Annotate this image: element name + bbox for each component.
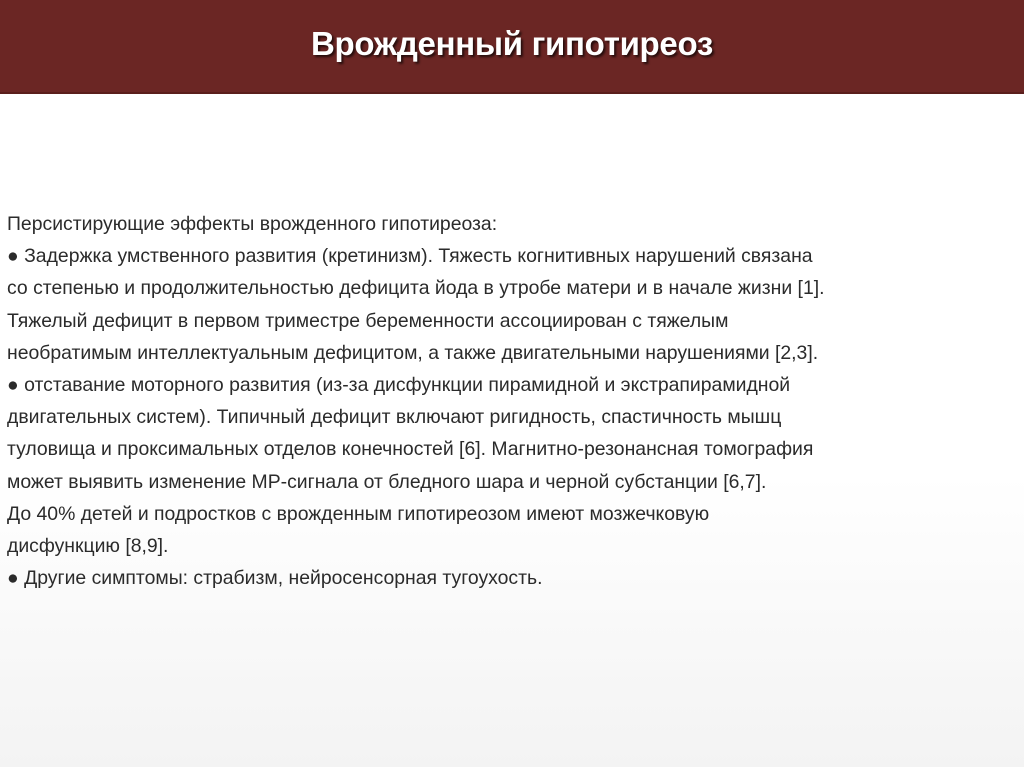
body-line: двигательных систем). Типичный дефицит включают ригидность, спастичность мышц — [7, 406, 782, 429]
body-line: ● Другие симптомы: страбизм, нейросенсорная тугоухость. — [7, 567, 543, 590]
body-line: Тяжелый дефицит в первом триместре беременности ассоциирован с тяжелым — [7, 309, 729, 332]
slide-title: Врожденный гипотиреоз — [311, 25, 713, 62]
title-bar — [0, 0, 1024, 94]
body-line: До 40% детей и подростков с врожденным гипотиреозом имеют мозжечковую — [7, 502, 710, 525]
slide-body — [7, 208, 1012, 594]
body-line: туловища и проксимальных отделов конечностей [6]. Магнитно-резонансная томография — [7, 438, 814, 461]
body-line: необратимым интеллектуальным дефицитом, а также двигательными нарушениями [2,3]. — [7, 341, 819, 364]
body-heading-line: Персистирующие эффекты врожденного гипотиреоза: — [7, 213, 498, 235]
body-line: со степенью и продолжительностью дефицита йода в утробе матери и в начале жизни [1]. — [7, 277, 825, 300]
body-line: ● отставание моторного развития (из-за дисфункции пирамидной и экстрапирамидной — [7, 373, 791, 396]
body-line: может выявить изменение МР-сигнала от бледного шара и черной субстанции [6,7]. — [7, 470, 767, 493]
body-line: ● Задержка умственного развития (кретинизм). Тяжесть когнитивных нарушений связана — [7, 245, 813, 268]
body-line: дисфункцию [8,9]. — [7, 534, 169, 557]
